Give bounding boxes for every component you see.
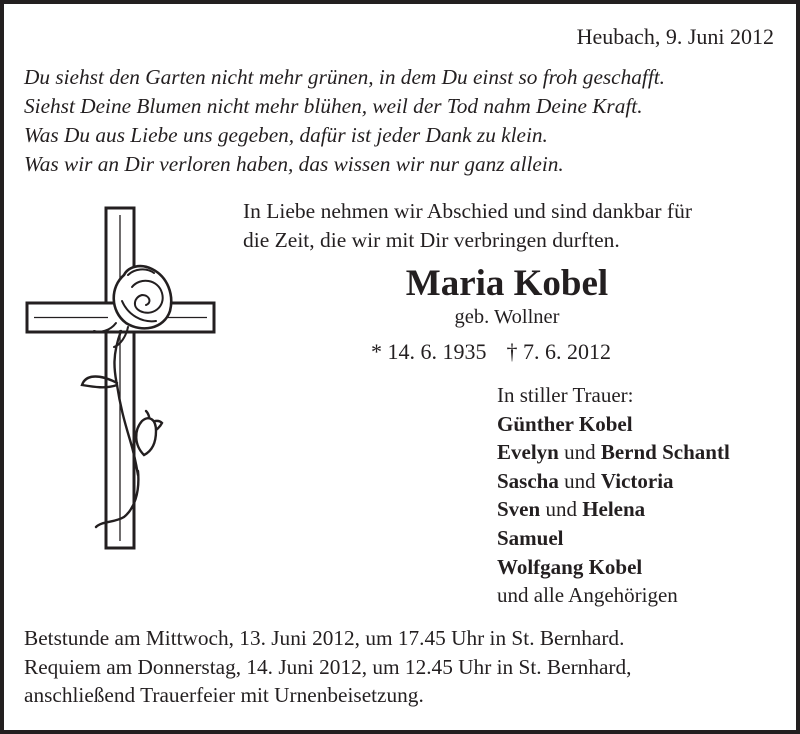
poem-line: Was Du aus Liebe uns gegeben, dafür ist jeder Dank zu klein.	[24, 123, 548, 147]
mourners-closing: und alle Angehörigen	[497, 583, 678, 608]
mourner-row	[497, 524, 730, 553]
intro-line: die Zeit, die wir mit Dir verbringen durften.	[243, 228, 620, 252]
mourner-name: Victoria	[600, 468, 674, 493]
service-line: Betstunde am Mittwoch, 13. Juni 2012, um 17.45 Uhr in St. Bernhard.	[24, 626, 625, 650]
mourner-row	[497, 438, 730, 467]
life-dates	[371, 339, 611, 365]
mourner-name: Günther Kobel	[497, 411, 633, 436]
mourner-name: Sven	[497, 497, 541, 522]
mourner-row	[497, 467, 730, 496]
mourner-row	[497, 495, 730, 524]
mourner-name: Helena	[582, 497, 646, 522]
poem-line: Du siehst den Garten nicht mehr grünen, in dem Du einst so froh geschafft.	[24, 65, 666, 89]
mourner-name: Evelyn	[497, 440, 559, 465]
death-date: † 7. 6. 2012	[506, 339, 611, 364]
and-text: und	[558, 440, 601, 465]
poem-line: Siehst Deine Blumen nicht mehr blühen, weil der Tod nahm Deine Kraft.	[24, 94, 643, 118]
poem	[24, 63, 665, 179]
intro-text	[243, 197, 692, 255]
intro-line: In Liebe nehmen wir Abschied und sind dankbar für	[243, 199, 692, 223]
mourner-name: Sascha	[497, 468, 559, 493]
mourner-name: Samuel	[497, 525, 564, 550]
service-details	[24, 624, 631, 710]
mourners-heading: In stiller Trauer:	[497, 383, 634, 407]
cross-with-rose-icon	[24, 205, 219, 555]
mourner-row	[497, 553, 730, 582]
service-line: anschließend Trauerfeier mit Urnenbeisetzung.	[24, 683, 424, 707]
poem-line: Was wir an Dir verloren haben, das wissen wir nur ganz allein.	[24, 152, 564, 176]
deceased-name: Maria Kobel	[405, 263, 609, 304]
and-text: und	[558, 468, 601, 493]
mourner-name: Wolfgang Kobel	[497, 554, 643, 579]
mourner-name: Bernd Schantl	[600, 440, 730, 465]
maiden-name: geb. Wollner	[454, 306, 560, 328]
service-line: Requiem am Donnerstag, 14. Juni 2012, um 12.45 Uhr in St. Bernhard,	[24, 654, 632, 679]
place-date: Heubach, 9. Juni 2012	[576, 24, 774, 49]
mourner-row	[497, 410, 730, 439]
mourners-list	[497, 381, 730, 610]
birth-date: * 14. 6. 1935	[371, 339, 487, 364]
and-text: und	[540, 497, 583, 522]
